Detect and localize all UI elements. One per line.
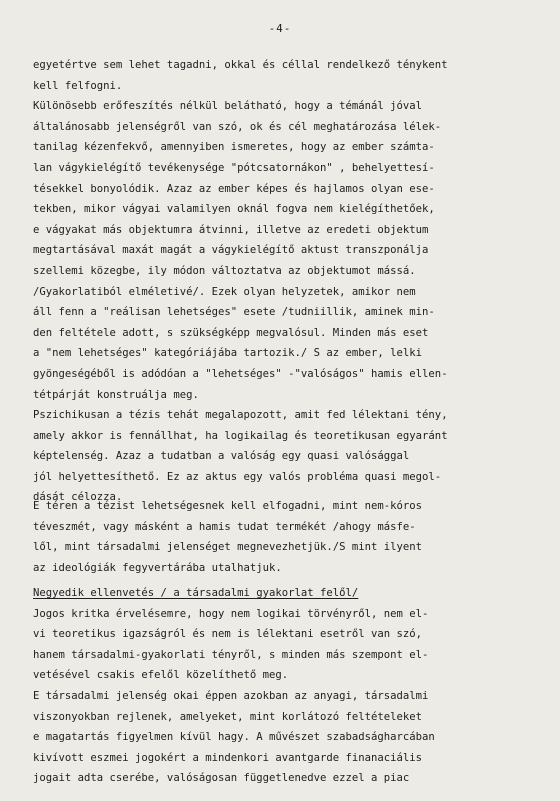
paragraph-fourth-objection <box>33 583 553 789</box>
text-line: amely akkor is fennállhat, ha logikailag és teoretikusan egyaránt <box>33 429 448 442</box>
text-line: a "nem lehetséges" kategóriájába tartozik./ S az ember, lelki <box>33 347 423 360</box>
text-line: egyetértve sem lehet tagadni, okkal és céllal rendelkező ténykent <box>33 59 448 71</box>
text-line: tésekkel bonyolódik. Azaz az ember képes és hajlamos olyan ese- <box>33 182 435 195</box>
text-line: /Gyakorlatiból elméletivé/. Ezek olyan helyzetek, amikor nem <box>33 285 416 298</box>
text-line: megtartásával maxát magát a vágykielégítő aktust transzponálja <box>33 244 429 257</box>
text-line: dását célozza. <box>33 491 123 504</box>
text-line: E téren a tézist lehetségesnek kell elfogadni, mint nem-kóros <box>33 500 423 512</box>
paragraph-main <box>33 55 553 508</box>
text-line: tanilag kézenfekvő, amennyiben ismeretes, hogy az ember számta- <box>33 141 435 154</box>
text-line: tekben, mikor vágyai valamilyen oknál fogva nem kielégíthetőek, <box>33 203 435 216</box>
text-line: kivívott eszmei jogokért a mindenkori avantgarde finanaciális <box>33 751 423 764</box>
text-line: jól helyettesíthető. Ez az aktus egy valós probléma quasi megol- <box>33 470 442 483</box>
text-line: e magatartás figyelmen kívül hagy. A művészet szabadságharcában <box>33 731 435 744</box>
text-line: Különösebb erőfeszítés nélkül belátható, hogy a témánál jóval <box>33 100 423 113</box>
text-line: viszonyokban rejlenek, amelyeket, mint korlátozó feltételeket <box>33 710 423 723</box>
text-line: áll fenn a "reálisan lehetséges" esete /tudniillik, aminek min- <box>33 306 435 319</box>
section-heading: Negyedik ellenvetés / a társadalmi gyakorlat felől/ <box>33 587 359 599</box>
text-line: tétpárját konstruálja meg. <box>33 388 199 401</box>
page-number: -4- <box>268 22 292 35</box>
text-line: jogait adta cserébe, valóságosan függetlenedve ezzel a piac <box>33 772 410 785</box>
text-line: vetésével csakis efelől közelíthető meg. <box>33 669 289 682</box>
text-line: hanem társadalmi-gyakorlati tényről, s minden más szempont el- <box>33 648 429 661</box>
text-line: lől, mint társadalmi jelenséget megnevezhetjük./S mint ilyent <box>33 541 423 554</box>
text-line: általánosabb jelenségről van szó, ok és cél meghatározása lélek- <box>33 120 442 133</box>
text-line: den feltétele adott, s szükségképp megvalósul. Minden más eset <box>33 326 429 339</box>
text-line: kell felfogni. <box>33 79 123 92</box>
text-line: e vágyakat más objektumra átvinni, illetve az eredeti objektum <box>33 223 429 236</box>
text-line: az ideológiák fegyvertárába utalhatjuk. <box>33 561 282 574</box>
text-line: téveszmét, vagy másként a hamis tudat termékét /ahogy másfe- <box>33 520 416 533</box>
text-line: lan vágykielégítő tevékenysége "pótcsatornákon" , behelyettesí- <box>33 161 435 174</box>
text-line: Jogos kritka érvelésemre, hogy nem logikai törvényről, nem el- <box>33 607 429 620</box>
text-line: szellemi közegbe, ily módon változtatva az objektumot mássá. <box>33 264 416 277</box>
text-line: gyöngeségéből is adódóan a "lehetséges" -"valóságos" hamis ellen- <box>33 367 448 380</box>
text-line: Pszichikusan a tézis tehát megalapozott, amit fed lélektani tény, <box>33 409 448 422</box>
paragraph-second <box>33 496 553 578</box>
text-line: képtelenség. Azaz a tudatban a valóság egy quasi valósággal <box>33 450 410 463</box>
text-line: E társadalmi jelenség okai éppen azokban az anyagi, társadalmi <box>33 689 429 702</box>
text-line: vi teoretikus igazságról és nem is lélektani esetről van szó, <box>33 628 423 641</box>
